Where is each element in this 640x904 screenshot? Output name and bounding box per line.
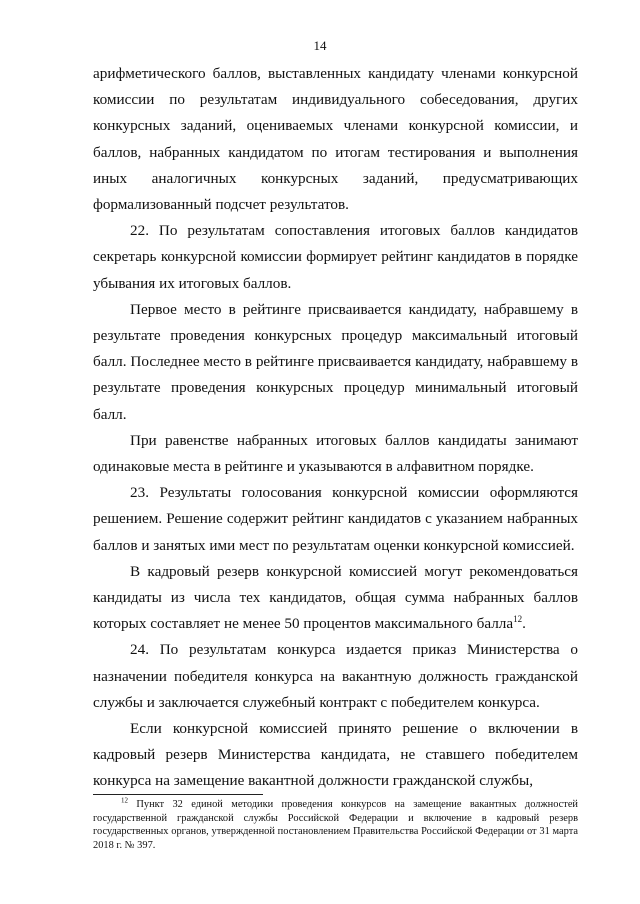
footnote [93, 798, 578, 852]
paragraph-3: Первое место в рейтинге присваивается кандидату, набравшему в результате проведения конкурсных процедур максимальный итоговый балл. Последнее место в рейтинге присваивается кандидату, набравшему в результате проведения конкурсных процедур минимальный итоговый балл. [93, 300, 578, 423]
footnote-reference: 12 [513, 614, 523, 625]
paragraph-6-tail: . [522, 615, 526, 633]
footnote-divider [93, 794, 263, 795]
footnote-text: Пункт 32 единой методики проведения конкурсов на замещение вакантных должностей государственной гражданской службы Российской Федерации и включение в кадровый резерв государственных органов, утвержденной постановлением Правительства Российской Федерации от 31 марта 2018 г. № 397. [93, 799, 578, 851]
paragraph-8: Если конкурсной комиссией принято решение о включении в кадровый резерв Министерства кандидата, не ставшего победителем конкурса на замещение вакантной должности гражданской службы, [93, 720, 578, 790]
page-number: 14 [313, 38, 327, 53]
paragraph-5: 23. Результаты голосования конкурсной комиссии оформляются решением. Решение содержит рейтинг кандидатов с указанием набранных баллов и занятых ими мест по результатам оценки конкурсной комиссией. [93, 484, 578, 554]
paragraph-4: При равенстве набранных итоговых баллов кандидаты занимают одинаковые места в рейтинге и указываются в алфавитном порядке. [93, 431, 578, 476]
document-body [93, 61, 578, 795]
paragraph-7: 24. По результатам конкурса издается приказ Министерства о назначении победителя конкурса на вакантную должность гражданской службы и заключается служебный контракт с победителем конкурса. [93, 641, 578, 711]
paragraph-6 [93, 559, 578, 638]
paragraph-1: арифметического баллов, выставленных кандидату членами конкурсной комиссии по результатам индивидуального собеседования, других конкурсных заданий, оцениваемых членами конкурсной комиссии, и баллов, набранных кандидатом по итогам тестирования и выполнения иных аналогичных конкурсных заданий, предусматривающих формализованный подсчет результатов. [93, 65, 578, 214]
footnote-mark: 12 [121, 796, 128, 805]
paragraph-6-text: В кадровый резерв конкурсной комиссией могут рекомендоваться кандидаты из числа тех кандидатов, общая сумма набранных баллов которых составляет не менее 50 процентов максимального балла [93, 562, 578, 633]
paragraph-2: 22. По результатам сопоставления итоговых баллов кандидатов секретарь конкурсной комиссии формирует рейтинг кандидатов в порядке убывания их итоговых баллов. [93, 222, 578, 292]
